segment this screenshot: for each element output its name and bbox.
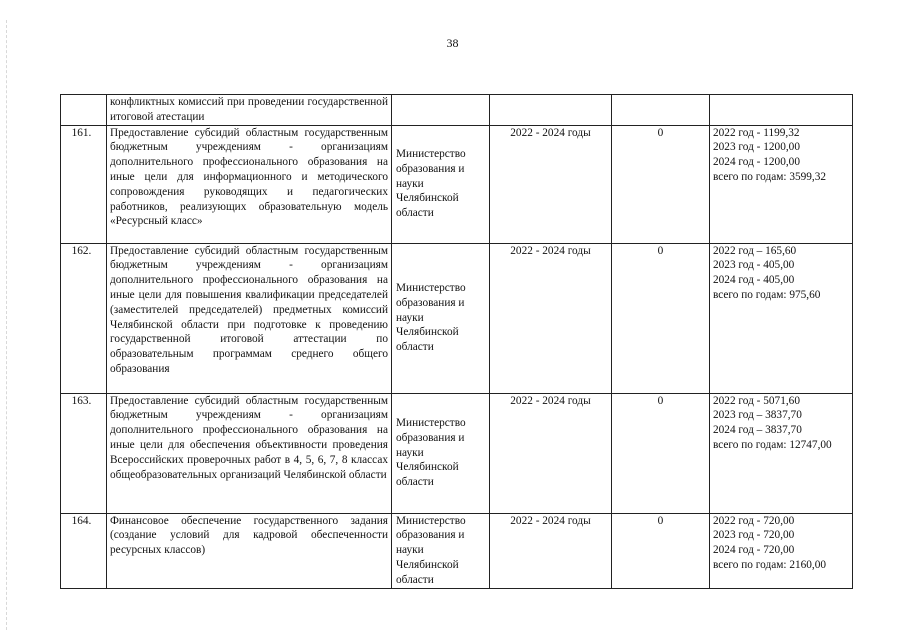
row-zero-value: 0 [612,125,710,243]
row-zero-value [612,95,710,126]
funding-line: 2024 год – 3837,70 [713,424,802,437]
row-period: 2022 - 2024 годы [490,243,612,393]
funding-line: 2023 год – 3837,70 [713,409,802,422]
funding-line: 2022 год – 165,60 [713,244,797,257]
row-zero-value: 0 [612,243,710,393]
funding-line: 2022 год - 5071,60 [713,394,800,407]
funding-line: 2023 год - 720,00 [713,529,795,542]
funding-total: всего по годам: 2160,00 [713,558,827,571]
row-organization [392,125,490,243]
row-description [107,243,392,393]
row-organization-text: Министерство образования и науки Челябинской области [396,417,466,489]
row-organization [392,95,490,126]
row-description-text: конфликтных комиссий при проведении государственной итоговой атестации [110,96,388,123]
row-period: 2022 - 2024 годы [490,513,612,588]
row-organization [392,243,490,393]
funding-line: 2022 год - 1199,32 [713,126,800,139]
row-funding [710,243,853,393]
funding-line: 2024 год - 1200,00 [713,156,800,169]
row-description [107,393,392,513]
row-organization-text: Министерство образования и науки Челябинской области [396,282,466,354]
funding-total: всего по годам: 12747,00 [713,438,832,451]
table-row [61,513,853,588]
row-description [107,125,392,243]
table-row [61,393,853,513]
row-number [61,95,107,126]
row-zero-value: 0 [612,393,710,513]
row-funding [710,393,853,513]
table-row [61,243,853,393]
row-description [107,95,392,126]
row-number: 164. [61,513,107,588]
row-description-text: Финансовое обеспечение государственного задания (создание условий для кадровой обеспеченности ресурсных классов) [110,514,388,557]
row-description [107,513,392,588]
row-organization [392,393,490,513]
row-description-text: Предоставление субсидий областным государственным бюджетным учреждениям - организациям дополнительного профессионального образования на иные цели для повышения квалификации председателей (заместителей председателей) предметных комиссий Челябинской области при подготовке к проведению государственной итоговой аттестации по образовательным программам среднего общего образования [110,244,388,375]
row-organization-text: Министерство образования и науки Челябинской области [396,148,466,220]
row-funding [710,513,853,588]
row-period [490,95,612,126]
funding-total: всего по годам: 975,60 [713,288,821,301]
funding-line: 2023 год - 405,00 [713,259,795,272]
table-row [61,95,853,126]
funding-line: 2024 год - 405,00 [713,274,795,287]
row-number: 161. [61,125,107,243]
row-funding [710,95,853,126]
funding-line: 2022 год - 720,00 [713,514,795,527]
row-number: 162. [61,243,107,393]
row-period: 2022 - 2024 годы [490,125,612,243]
row-period: 2022 - 2024 годы [490,393,612,513]
row-description-text: Предоставление субсидий областным государственным бюджетным учреждениям - организациям дополнительного профессионального образования на иные цели для информационного и методического сопровождения руководящих и педагогических работников, реализующих образовательную модель «Ресурсный класс» [110,126,388,228]
row-organization [392,513,490,588]
page-number: 38 [446,36,459,50]
funding-line: 2024 год - 720,00 [713,544,795,557]
program-table [60,94,853,589]
row-description-text: Предоставление субсидий областным государственным бюджетным учреждениям - организациям дополнительного профессионального образования на иные цели для обеспечения объективности проведения Всероссийских проверочных работ в 4, 5, 6, 7, 8 классах общеобразовательных организаций Челябинской области [110,394,388,481]
row-zero-value: 0 [612,513,710,588]
row-organization-text: Министерство образования и науки Челябинской области [396,514,466,586]
table-row [61,125,853,243]
page-margin-line [6,20,7,630]
row-number: 163. [61,393,107,513]
funding-line: 2023 год - 1200,00 [713,141,800,154]
row-funding [710,125,853,243]
funding-total: всего по годам: 3599,32 [713,170,827,183]
